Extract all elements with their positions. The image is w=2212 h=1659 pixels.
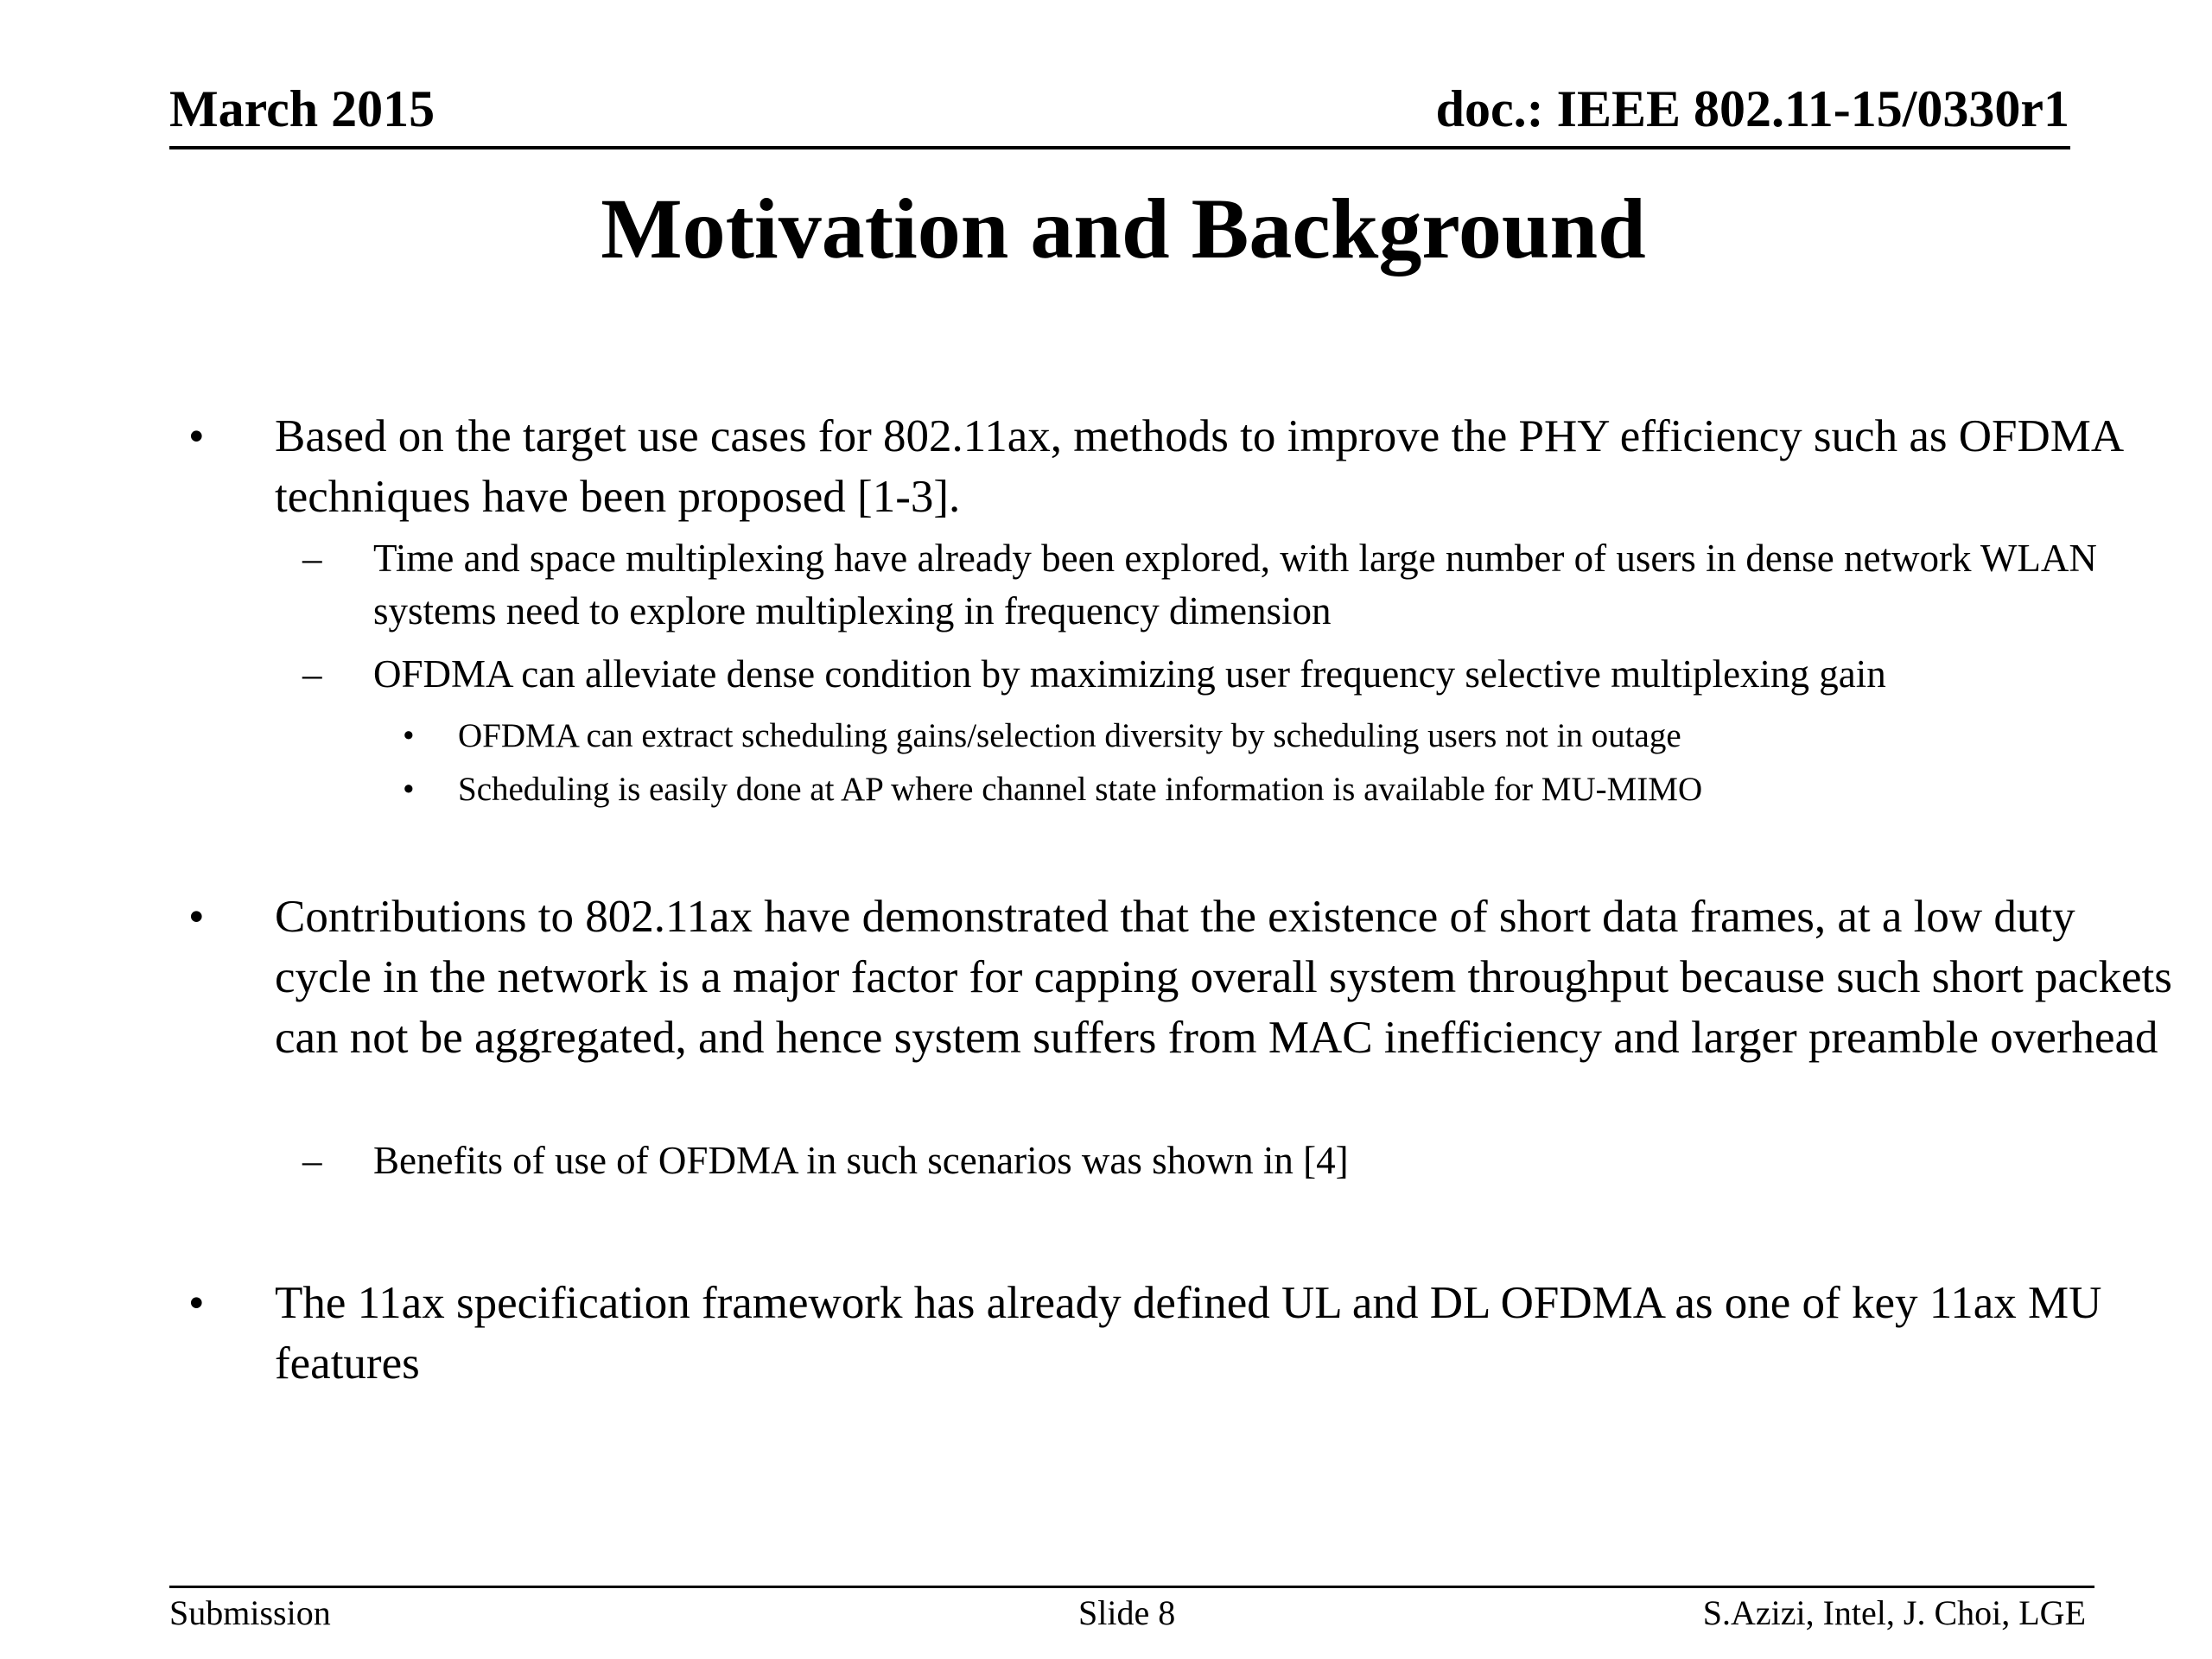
subsub-bullet-text: OFDMA can extract scheduling gains/selection diversity by scheduling users not in outage <box>458 717 1681 754</box>
bullet-1-subsub-2 <box>403 767 2100 812</box>
dash-marker: – <box>302 652 322 696</box>
slide-title: Motivation and Background <box>601 181 1646 276</box>
header-doc-id: doc.: IEEE 802.11-15/0330r1 <box>1435 80 2069 137</box>
sub-bullet-text: OFDMA can alleviate dense condition by maximizing user frequency selective multiplexing gain <box>373 652 1886 696</box>
subsub-bullet-text: Scheduling is easily done at AP where channel state information is available for MU-MIMO <box>458 771 1703 808</box>
dash-marker: – <box>302 1139 322 1182</box>
bullet-text: The 11ax specification framework has already defined UL and DL OFDMA as one of key 11ax MU features <box>275 1278 2102 1389</box>
footer-divider <box>169 1586 2094 1588</box>
bullet-marker: • <box>188 892 205 942</box>
footer-slide-number: Slide 8 <box>1078 1593 1176 1632</box>
bullet-2-sub-1 <box>302 1135 2101 1187</box>
bullet-1-sub-2 <box>302 648 2101 701</box>
bullet-1 <box>188 406 2176 527</box>
bullet-3 <box>188 1273 2176 1394</box>
bullet-marker: • <box>403 717 415 754</box>
sub-bullet-text: Benefits of use of OFDMA in such scenarios was shown in [4] <box>373 1139 1349 1182</box>
sub-bullet-text: Time and space multiplexing have already been explored, with large number of users in dense network WLAN systems need to explore multiplexing in frequency dimension <box>373 537 2097 632</box>
footer-authors: S.Azizi, Intel, J. Choi, LGE <box>1702 1593 2086 1632</box>
bullet-text: Based on the target use cases for 802.11ax, methods to improve the PHY efficiency such as OFDMA techniques have been proposed [1-3]. <box>275 411 2122 522</box>
bullet-text: Contributions to 802.11ax have demonstrated that the existence of short data frames, at a low duty cycle in the network is a major factor for capping overall system throughput because such short packets can not be aggregated, and hence system suffers from MAC inefficiency and larger preamble overhead <box>275 892 2172 1063</box>
bullet-marker: • <box>403 771 415 808</box>
bullet-1-sub-1 <box>302 532 2101 638</box>
bullet-1-subsub-1 <box>403 714 2100 759</box>
bullet-marker: • <box>188 411 205 461</box>
header-date: March 2015 <box>169 80 435 137</box>
bullet-2 <box>188 887 2176 1068</box>
dash-marker: – <box>302 537 322 580</box>
bullet-marker: • <box>188 1278 205 1328</box>
footer-submission: Submission <box>169 1593 331 1632</box>
